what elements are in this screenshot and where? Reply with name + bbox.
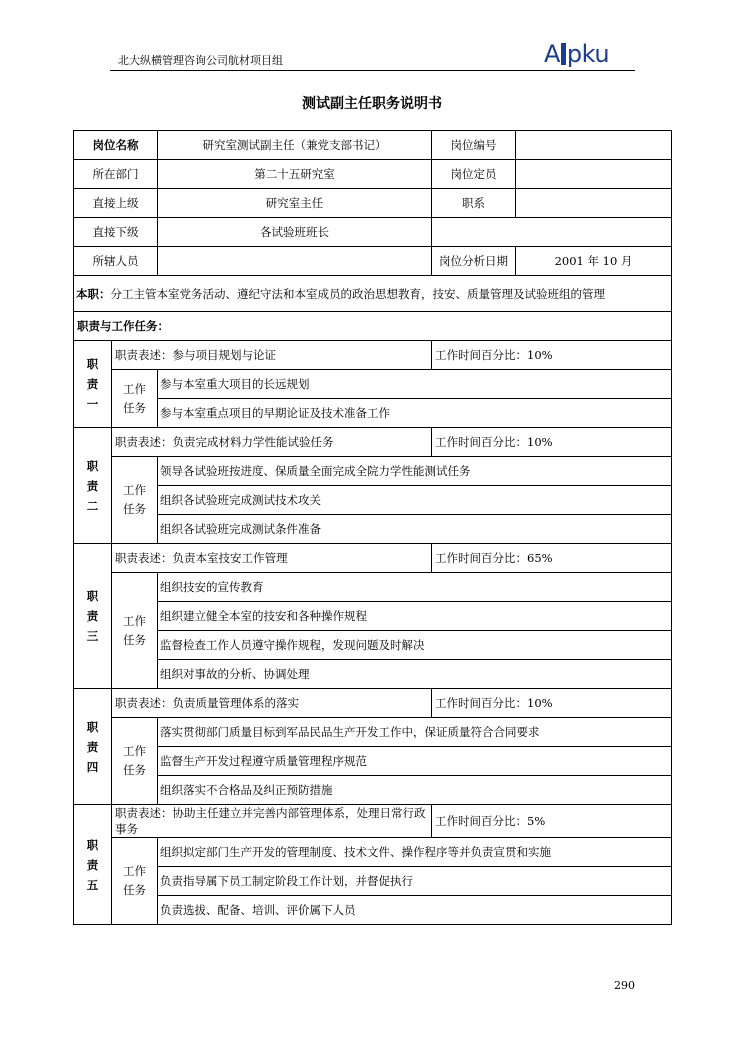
task-label: 工作任务 — [112, 370, 158, 428]
empty-cell — [432, 218, 672, 247]
position-name-value: 研究室测试副主任（兼党支部书记） — [158, 131, 432, 160]
managed-staff-value — [158, 247, 432, 276]
job-series-value — [516, 189, 672, 218]
task-item: 组织技安的宣传教育 — [158, 573, 672, 602]
task-row — [74, 776, 672, 805]
position-name-label: 岗位名称 — [74, 131, 158, 160]
duty-description: 职责表述：负责完成材料力学性能试验任务 — [112, 428, 432, 457]
task-row — [74, 515, 672, 544]
duty-name: 职责二 — [74, 428, 112, 544]
header-divider — [110, 70, 635, 71]
duty-description: 职责表述：负责质量管理体系的落实 — [112, 689, 432, 718]
duty-time-percentage: 工作时间百分比：10% — [432, 689, 672, 718]
task-item: 监督检查工作人员遵守操作规程，发现问题及时解决 — [158, 631, 672, 660]
task-row — [74, 631, 672, 660]
task-item: 负责选拔、配备、培训、评价属下人员 — [158, 896, 672, 925]
alpku-logo: A pku — [544, 40, 610, 68]
task-row — [74, 896, 672, 925]
job-series-label: 职系 — [432, 189, 516, 218]
duty-time-percentage: 工作时间百分比：65% — [432, 544, 672, 573]
duty-summary-label: 本职： — [76, 286, 111, 301]
duty-summary-text: 分工主管本室党务活动、遵纪守法和本室成员的政治思想教育，技安、质量管理及试验班组的管理 — [110, 286, 605, 301]
job-description-table — [73, 130, 672, 925]
position-code-value — [516, 131, 672, 160]
duty-time-percentage: 工作时间百分比：10% — [432, 341, 672, 370]
analysis-date-label: 岗位分析日期 — [432, 247, 516, 276]
duty-description: 职责表述：负责本室技安工作管理 — [112, 544, 432, 573]
header-organization: 北大纵横管理咨询公司航材项目组 — [118, 54, 283, 67]
task-row — [74, 747, 672, 776]
task-item: 组织各试验班完成测试条件准备 — [158, 515, 672, 544]
task-row — [74, 457, 672, 486]
task-row — [74, 660, 672, 689]
duty-summary — [74, 276, 672, 312]
task-item: 领导各试验班按进度、保质量全面完成全院力学性能测试任务 — [158, 457, 672, 486]
duty-name: 职责四 — [74, 689, 112, 805]
task-row — [74, 718, 672, 747]
analysis-date-value: 2001 年 10 月 — [516, 247, 672, 276]
task-item: 组织对事故的分析、协调处理 — [158, 660, 672, 689]
duty-time-percentage: 工作时间百分比：5% — [432, 805, 672, 838]
task-row — [74, 573, 672, 602]
duty-name: 职责一 — [74, 341, 112, 428]
superior-label: 直接上级 — [74, 189, 158, 218]
duty-description: 职责表述：协助主任建立并完善内部管理体系，处理日常行政事务 — [112, 805, 432, 838]
document-title: 测试副主任职务说明书 — [302, 96, 442, 112]
duty-row — [74, 689, 672, 718]
task-label: 工作任务 — [112, 838, 158, 925]
task-item: 组织拟定部门生产开发的管理制度、技术文件、操作程序等并负责宣贯和实施 — [158, 838, 672, 867]
task-item: 组织落实不合格品及纠正预防措施 — [158, 776, 672, 805]
task-row — [74, 486, 672, 515]
task-item: 落实贯彻部门质量目标到军品民品生产开发工作中，保证质量符合合同要求 — [158, 718, 672, 747]
task-row — [74, 602, 672, 631]
department-value: 第二十五研究室 — [158, 160, 432, 189]
task-row — [74, 399, 672, 428]
task-label: 工作任务 — [112, 573, 158, 689]
task-row — [74, 838, 672, 867]
department-label: 所在部门 — [74, 160, 158, 189]
task-item: 组织各试验班完成测试技术攻关 — [158, 486, 672, 515]
task-row — [74, 867, 672, 896]
duty-row — [74, 544, 672, 573]
position-code-label: 岗位编号 — [432, 131, 516, 160]
task-item: 组织建立健全本室的技安和各种操作规程 — [158, 602, 672, 631]
duty-name: 职责三 — [74, 544, 112, 689]
task-item: 参与本室重点项目的早期论证及技术准备工作 — [158, 399, 672, 428]
superior-value: 研究室主任 — [158, 189, 432, 218]
task-item: 监督生产开发过程遵守质量管理程序规范 — [158, 747, 672, 776]
duty-name: 职责五 — [74, 805, 112, 925]
duty-row — [74, 805, 672, 838]
task-item: 负责指导属下员工制定阶段工作计划，并督促执行 — [158, 867, 672, 896]
task-item: 参与本室重大项目的长远规划 — [158, 370, 672, 399]
task-label: 工作任务 — [112, 457, 158, 544]
responsibilities-heading: 职责与工作任务： — [74, 312, 672, 341]
staffing-value — [516, 160, 672, 189]
duty-row — [74, 341, 672, 370]
managed-staff-label: 所辖人员 — [74, 247, 158, 276]
duty-time-percentage: 工作时间百分比：10% — [432, 428, 672, 457]
task-row — [74, 370, 672, 399]
task-label: 工作任务 — [112, 718, 158, 805]
duty-description: 职责表述：参与项目规划与论证 — [112, 341, 432, 370]
subordinate-label: 直接下级 — [74, 218, 158, 247]
duty-row — [74, 428, 672, 457]
subordinate-value: 各试验班班长 — [158, 218, 432, 247]
staffing-label: 岗位定员 — [432, 160, 516, 189]
page-number: 290 — [614, 979, 635, 992]
